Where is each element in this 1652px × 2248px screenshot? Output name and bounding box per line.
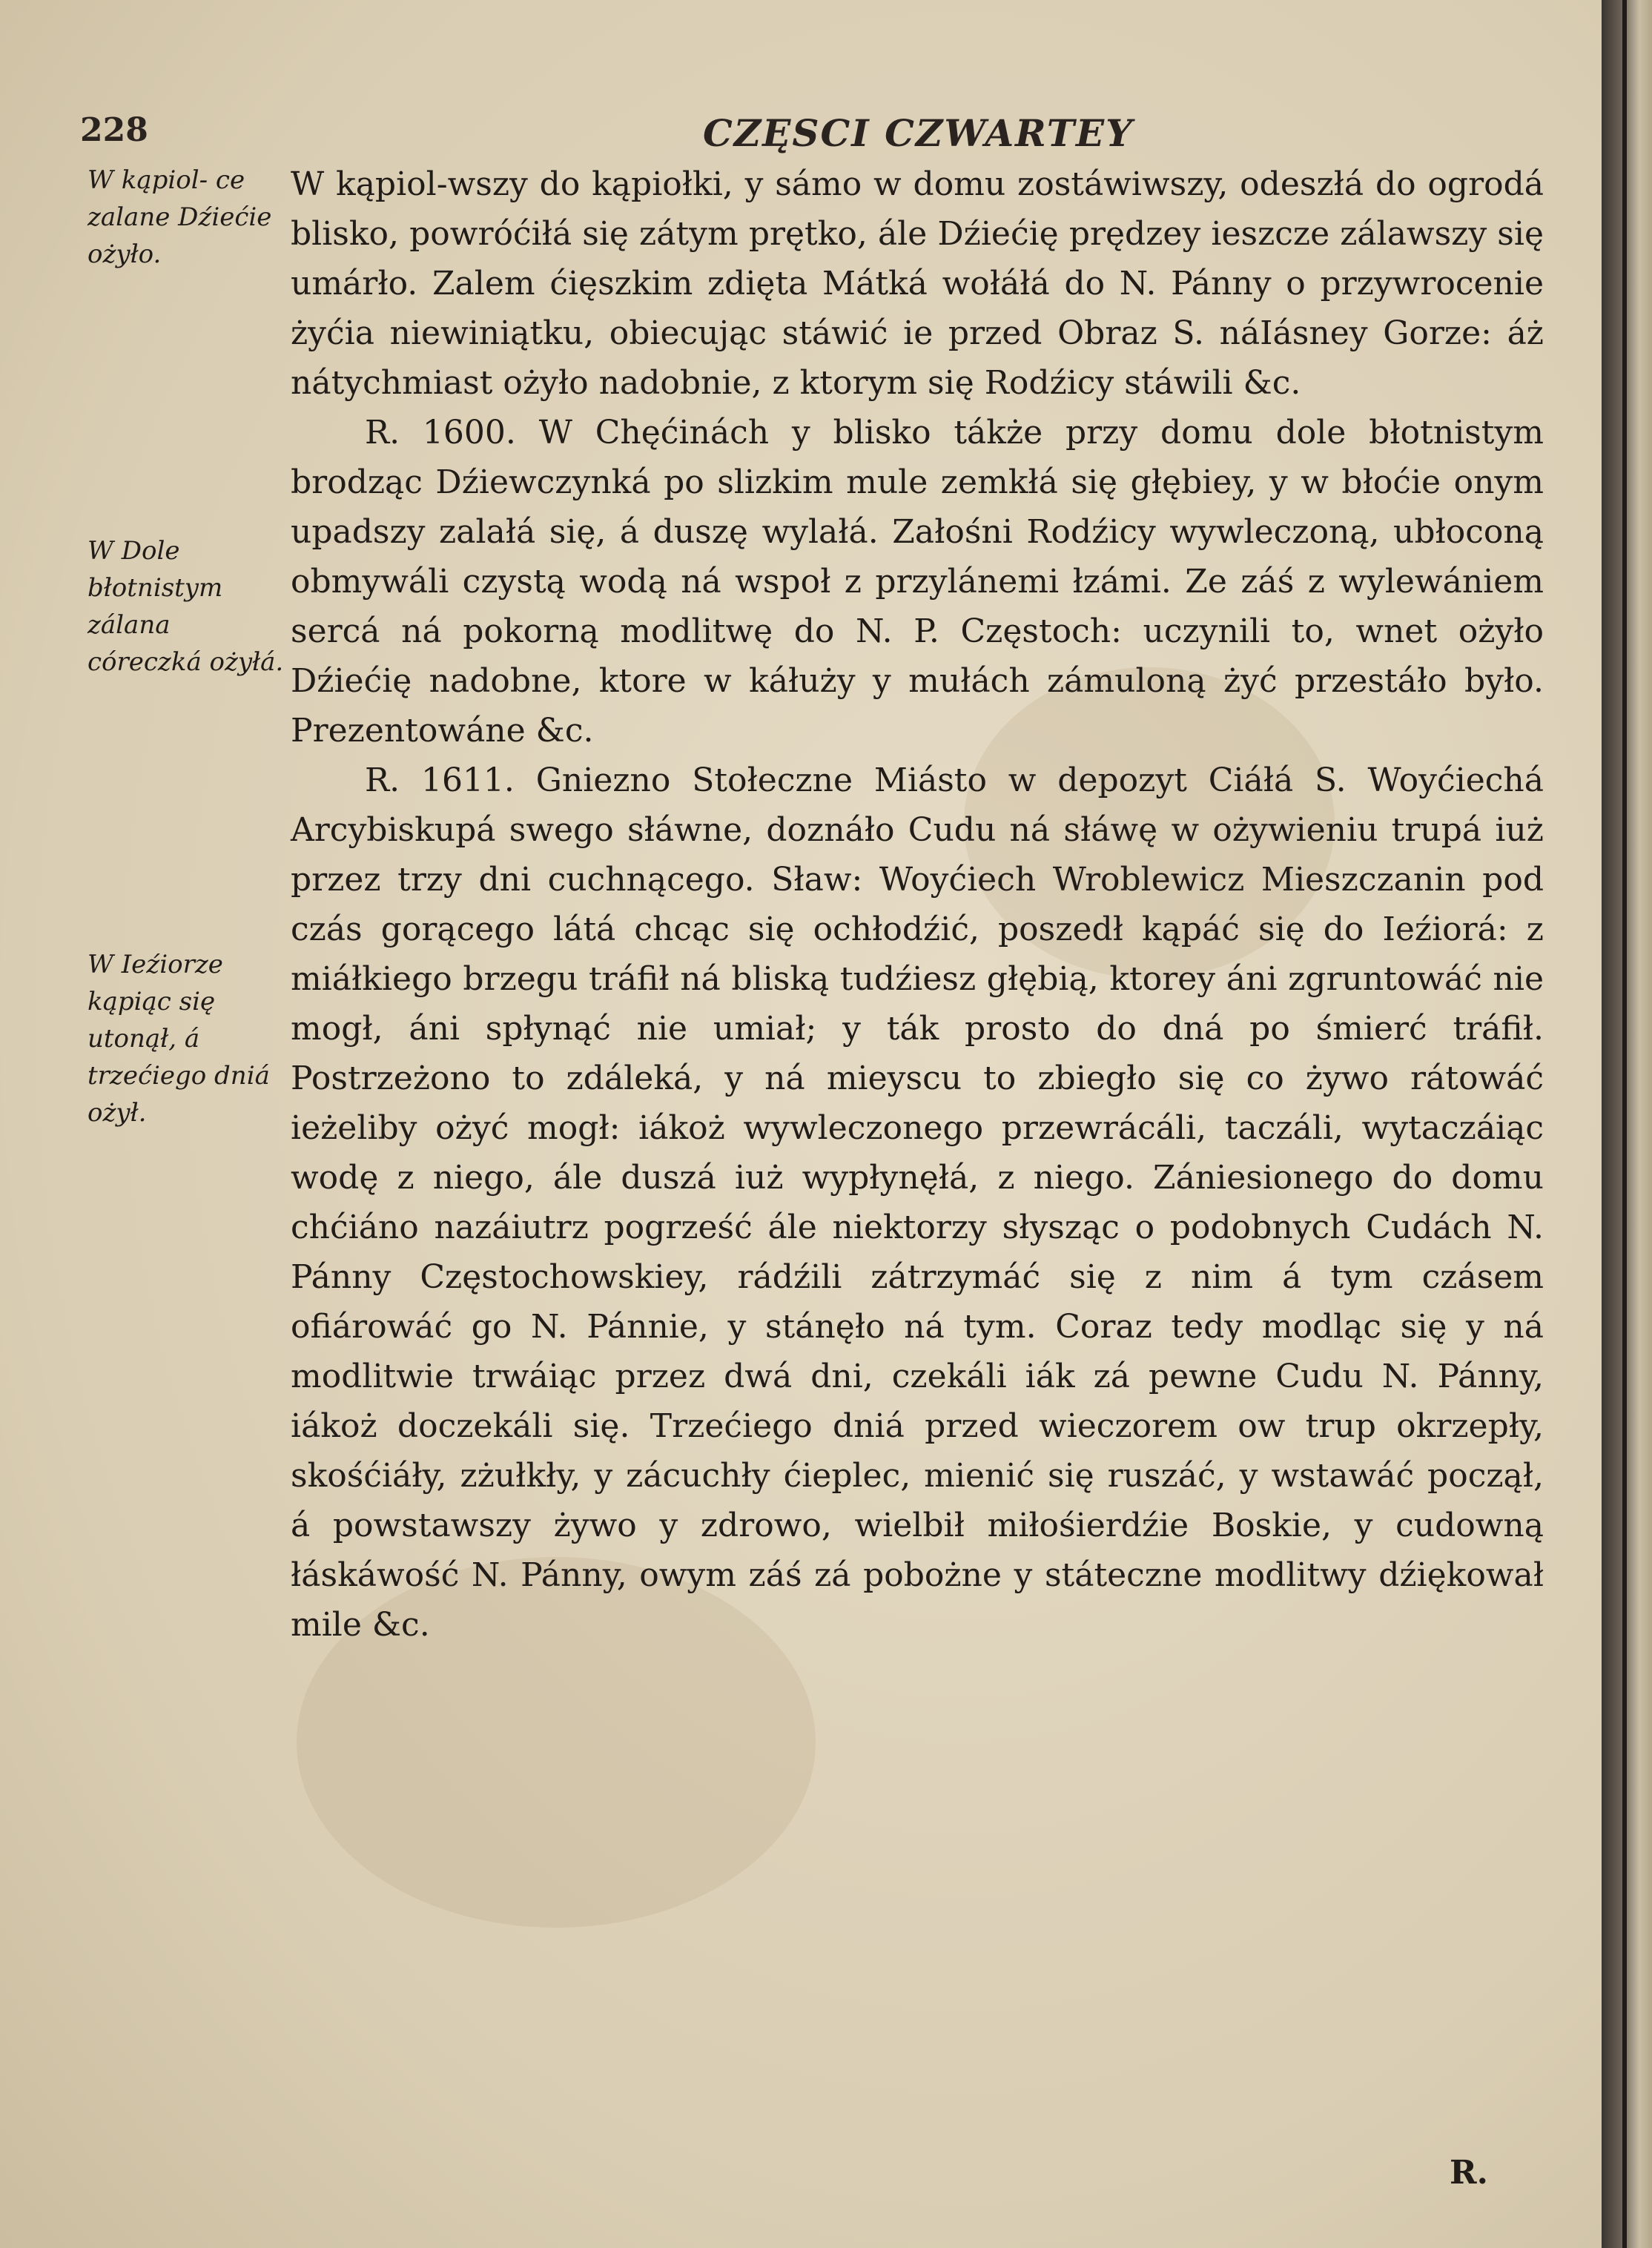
page-number: 228 [80, 111, 148, 149]
page-gutter [1602, 0, 1652, 2248]
marginal-note: W Dole błotnistym zálana córeczká ożyłá. [87, 536, 284, 677]
running-title: CZĘSCI CZWARTEY [703, 111, 1134, 155]
paragraph: R. 1600. W Chęćinách y blisko tákże przy domu dole błotnistym brodząc Dźiewczynká po slizkim mule zemkłá się głębiey, y w błoćie onym upadszy zalałá się, á duszę wylałá. Załośni Rodźicy wywleczoną, ubłoconą obmywáli czystą wodą ná wspoł z przylánemi łzámi. Ze záś z wylewániem sercá ná pokorną modlitwę do N. P. Częstoch: uczynili to, wnet ożyło Dźiećię nadobne, ktore w káłuży y mułách zámuloną żyć przestáło było. Prezentowáne &c. [291, 414, 1544, 750]
main-text [291, 159, 1544, 1650]
paragraph: W kąpiol-wszy do kąpiołki, y sámo w domu zostáwiwszy, odeszłá do ogrodá blisko, powróćiłá się zátym prętko, ále Dźiećię prędzey ieszcze zálawszy się umárło. Zalem ćięszkim zdięta Mátká wołáłá do N. Pánny o przywrocenie żyćia niewiniątku, obiecując stáwić ie przed Obraz S. náIásney Gorze: áż nátychmiast ożyło nadobnie, z ktorym się Rodźicy stáwili &c. [291, 165, 1544, 402]
paragraph: R. 1611. Gniezno Stołeczne Miásto w depozyt Ciáłá S. Woyćiechá Arcybiskupá swego słáwne, doznáło Cudu ná słáwę w ożywieniu trupá iuż przez trzy dni cuchnącego. Sław: Woyćiech Wroblewicz Mieszczanin pod czás gorącego látá chcąc się ochłodźić, poszedł kąpáć się do Ieźiorá: z miáłkiego brzegu tráfił ná bliską tudźiesz głębią, ktorey áni zgruntowáć nie mogł, áni spłynąć nie umiał; y ták prosto do dná po śmierć tráfił. Postrzeżono to zdáleká, y ná mieyscu to zbiegło się co żywo rátowáć ieżeliby ożyć mogł: iákoż wywleczonego przewrácáli, taczáli, wytaczáiąc wodę z niego, ále duszá iuż wypłynęłá, z niego. Zániesionego do domu chćiáno nazáiutrz pogrześć ále niektorzy słysząc o podobnych Cudách N. Pánny Częstochowskiey, rádźili zátrzymáć się z nim á tym czásem ofiárowáć go N. Pánnie, y stánęło ná tym. Coraz tedy modląc się y ná modlitwie trwáiąc przez dwá dni, czekáli iák zá pewne Cudu N. Pánny, iákoż doczekáli się. Trzećiego dniá przed wieczorem ow trup okrzepły, skośćiáły, zżułkły, y zácuchły ćieplec, mienić się ruszáć, y wstawáć począł, á powstawszy żywo y zdrowo, wielbił miłośierdźie Boskie, y cudowną łáskáwość N. Pánny, owym záś zá pobożne y státeczne modlitwy dźiękował mile &c. [291, 761, 1544, 1644]
marginal-note: W kąpiol- ce zalane Dźiećie ożyło. [87, 165, 272, 269]
binding-edge [1622, 0, 1627, 2248]
catchword: R. [1450, 2154, 1488, 2192]
running-head [80, 111, 1578, 156]
marginal-note: W Ieźiorze kąpiąc się utonął, á trzećiego dniá ożył. [87, 950, 270, 1128]
